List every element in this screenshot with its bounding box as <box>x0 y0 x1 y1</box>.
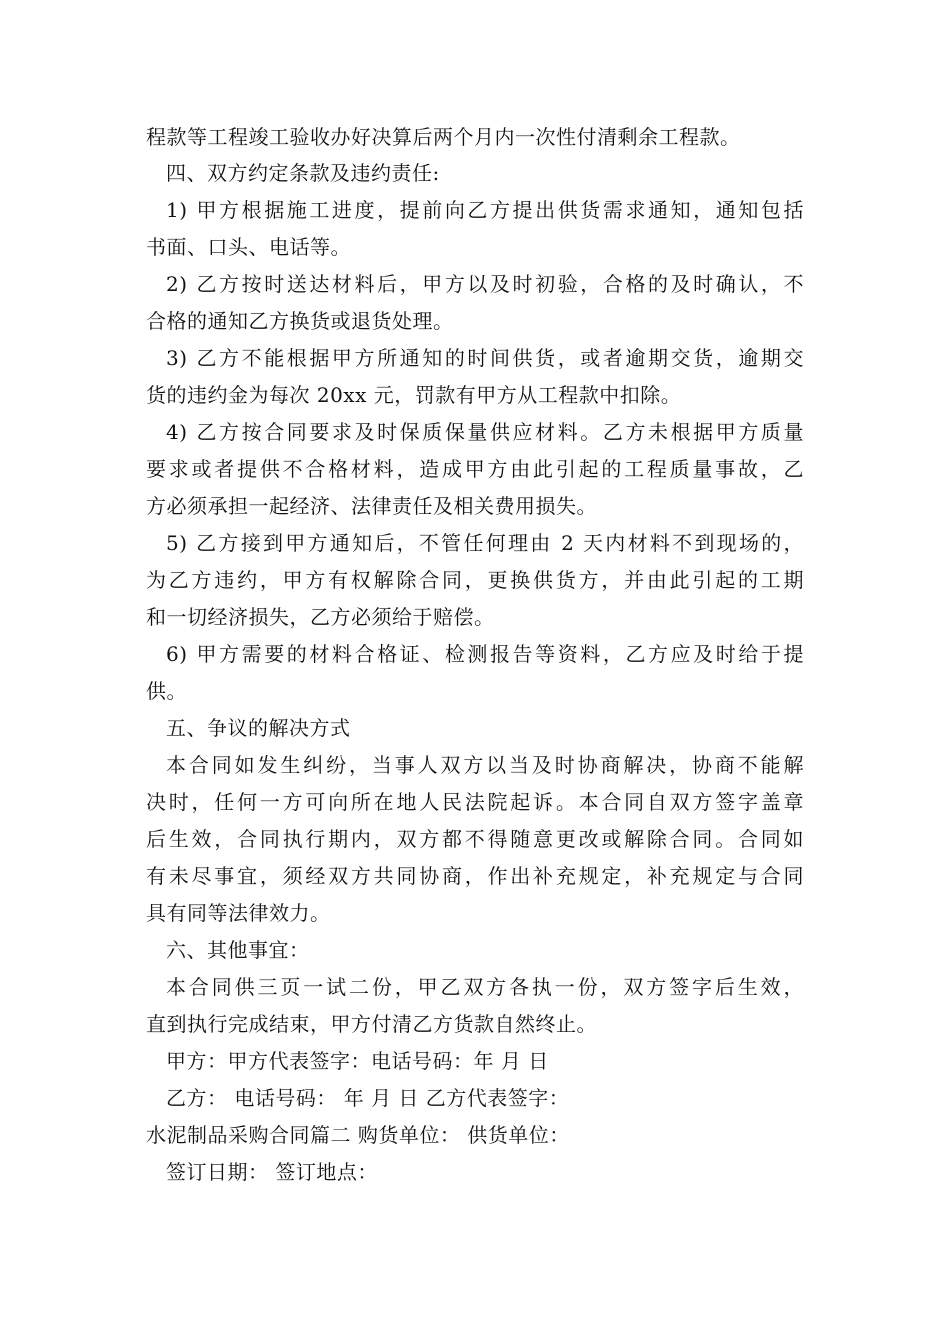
party-b-signature-line: 乙方： 电话号码： 年 月 日 乙方代表签字： <box>166 1086 570 1110</box>
clause-5-line: 和一切经济损失，乙方必须给于赔偿。 <box>146 605 495 629</box>
section-heading: 六、其他事宜： <box>166 938 310 962</box>
clause-5-line: 为乙方违约，甲方有权解除合同，更换供货方，并由此引起的工期 <box>146 568 804 592</box>
other-paragraph-line: 直到执行完成结束，甲方付清乙方货款自然终止。 <box>146 1012 597 1036</box>
clause-4-line: 要求或者提供不合格材料，造成甲方由此引起的工程质量事故，乙 <box>146 457 804 481</box>
dispute-paragraph-line: 后生效，合同执行期内，双方都不得随意更改或解除合同。合同如 <box>146 827 804 851</box>
contract-two-heading: 水泥制品采购合同篇二 购货单位： 供货单位： <box>146 1123 570 1147</box>
clause-2-line: 合格的通知乙方换货或退货处理。 <box>146 309 454 333</box>
dispute-paragraph-line: 有未尽事宜，须经双方共同协商，作出补充规定，补充规定与合同 <box>146 864 804 888</box>
clause-1-line: 书面、口头、电话等。 <box>146 235 351 259</box>
paragraph-line: 程款等工程竣工验收办好决算后两个月内一次性付清剩余工程款。 <box>146 125 741 149</box>
clause-6-line: 供。 <box>146 679 187 703</box>
dispute-paragraph-line: 具有同等法律效力。 <box>146 901 331 925</box>
dispute-paragraph-line: 本合同如发生纠纷，当事人双方以当及时协商解决，协商不能解 <box>166 753 804 777</box>
clause-3-line: 货的违约金为每次 20xx 元，罚款有甲方从工程款中扣除。 <box>146 383 682 407</box>
clause-5-line: 5) 乙方接到甲方通知后，不管任何理由 2 天内材料不到现场的， <box>166 531 804 555</box>
clause-1-line: 1) 甲方根据施工进度，提前向乙方提出供货需求通知，通知包括 <box>166 198 804 222</box>
signing-date-place-line: 签订日期： 签订地点： <box>166 1160 378 1184</box>
section-heading: 四、双方约定条款及违约责任: <box>166 161 440 185</box>
clause-4-line: 4) 乙方按合同要求及时保质保量供应材料。乙方未根据甲方质量 <box>166 420 804 444</box>
clause-2-line: 2) 乙方按时送达材料后，甲方以及时初验，合格的及时确认，不 <box>166 272 804 296</box>
other-paragraph-line: 本合同供三页一试二份，甲乙双方各执一份，双方签字后生效， <box>166 975 804 999</box>
dispute-paragraph-line: 决时，任何一方可向所在地人民法院起诉。本合同自双方签字盖章 <box>146 790 804 814</box>
clause-3-line: 3) 乙方不能根据甲方所通知的时间供货，或者逾期交货，逾期交 <box>166 346 804 370</box>
section-heading: 五、争议的解决方式 <box>166 716 351 740</box>
clause-4-line: 方必须承担一起经济、法律责任及相关费用损失。 <box>146 494 597 518</box>
party-a-signature-line: 甲方：甲方代表签字：电话号码：年 月 日 <box>166 1049 549 1073</box>
clause-6-line: 6) 甲方需要的材料合格证、检测报告等资料，乙方应及时给于提 <box>166 642 804 666</box>
